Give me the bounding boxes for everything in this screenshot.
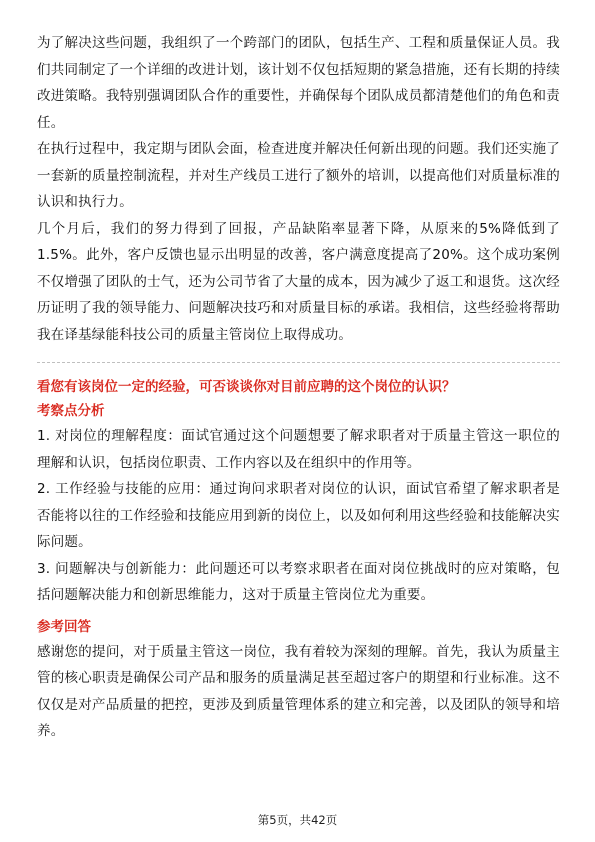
body-paragraph-1: 为了解决这些问题，我组织了一个跨部门的团队，包括生产、工程和质量保证人员。我们共同制定了一个详细的改进计划，该计划不仅包括短期的紧急措施，还有长期的持续改进策略。我特别强调团队合作的重要性，并确保每个团队成员都清楚他们的角色和责任。 <box>37 35 560 131</box>
analysis-point-2: 2. 工作经验与技能的应用：通过询问求职者对岗位的认识，面试官希望了解求职者是否能将以往的工作经验和技能应用到新的岗位上，以及如何利用这些经验和技能解决实际问题。 <box>37 481 560 550</box>
body-paragraph-2: 在执行过程中，我定期与团队会面，检查进度并解决任何新出现的问题。我们还实施了一套新的质量控制流程，并对生产线员工进行了额外的培训，以提高他们对质量标准的认识和执行力。 <box>37 141 560 210</box>
page-number-footer: 第5页，共42页 <box>257 813 338 827</box>
interview-question: 看您有该岗位一定的经验，可否谈谈你对目前应聘的这个岗位的认识？ <box>37 379 456 395</box>
analysis-point-1: 1. 对岗位的理解程度：面试官通过这个问题想要了解求职者对于质量主管这一职位的理解和认识，包括岗位职责、工作内容以及在组织中的作用等。 <box>37 428 560 471</box>
page-content <box>37 30 560 745</box>
analysis-point-3: 3. 问题解决与创新能力：此问题还可以考察求职者在面对岗位挑战时的应对策略，包括问题解决能力和创新思维能力，这对于质量主管岗位尤为重要。 <box>37 560 560 603</box>
section-divider <box>37 362 560 363</box>
analysis-heading: 考察点分析 <box>37 403 105 419</box>
reference-answer-text: 感谢您的提问，对于质量主管这一岗位，我有着较为深刻的理解。首先，我认为质量主管的核心职责是确保公司产品和服务的质量满足甚至超过客户的期望和行业标准。这不仅仅是对产品质量的把控，更涉及到质量管理体系的建立和完善，以及团队的领导和培养。 <box>37 643 560 739</box>
reference-answer-heading: 参考回答 <box>37 618 91 635</box>
body-paragraph-3: 几个月后，我们的努力得到了回报，产品缺陷率显著下降，从原来的5%降低到了1.5%。此外，客户反馈也显示出明显的改善，客户满意度提高了20%。这个成功案例不仅增强了团队的士气，还为公司节省了大量的成本，因为减少了返工和退货。这次经历证明了我的领导能力、问题解决技巧和对质量目标的承诺。我相信，这些经验将帮助我在译基绿能科技公司的质量主管岗位上取得成功。 <box>37 220 560 343</box>
